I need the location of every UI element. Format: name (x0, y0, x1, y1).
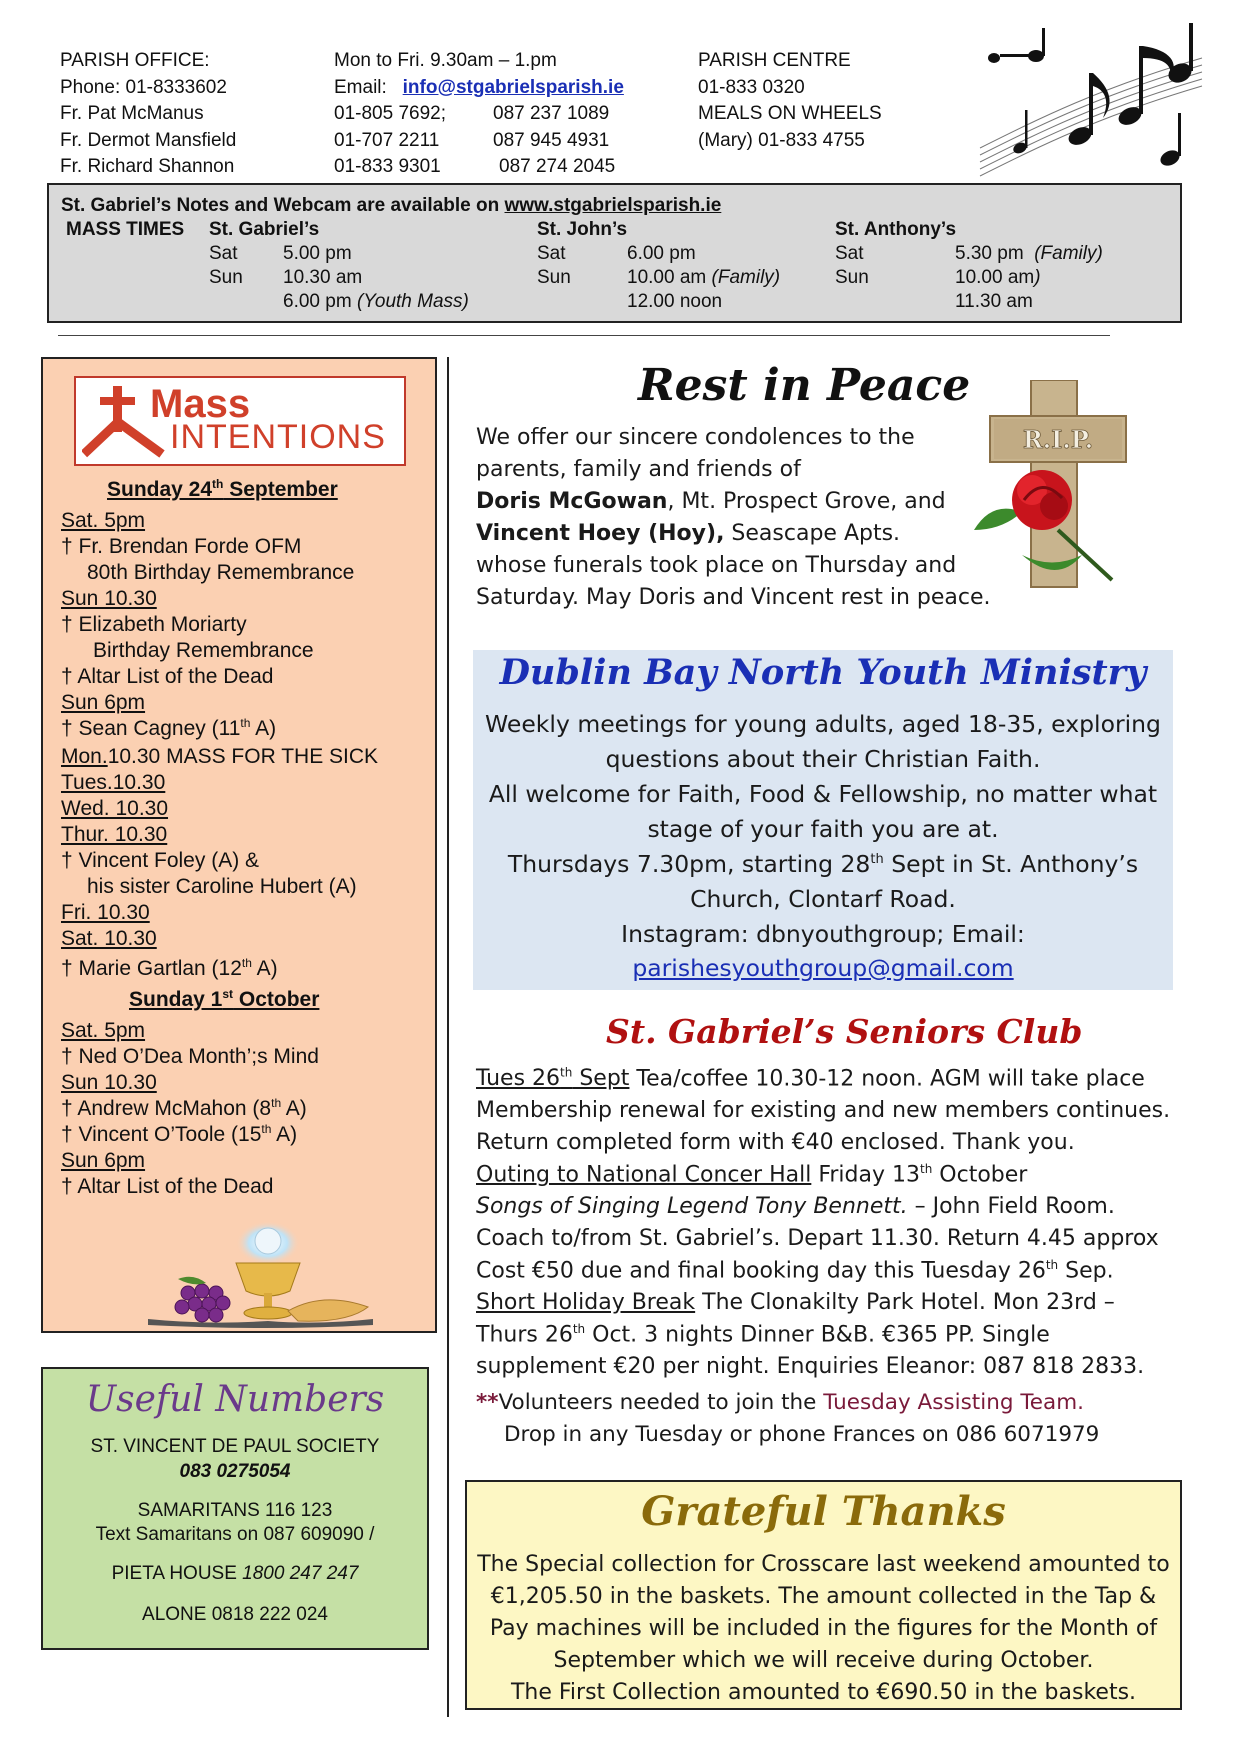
intention-altar-list-1: † Altar List of the Dead (61, 665, 274, 688)
seniors-tues-text: Tues 26 (476, 1066, 561, 1092)
email-label: Email: (334, 76, 387, 98)
mass-times-label: MASS TIMES (66, 219, 185, 240)
intention-elizabeth: † Elizabeth Moriarty (61, 613, 247, 636)
thanks-line-5: The First Collection amounted to €690.50 in the baskets. (510, 1680, 1137, 1705)
intention-brendan: † Fr. Brendan Forde OFM (61, 535, 302, 558)
centre-phone: 01-833 0320 (698, 76, 805, 98)
johns-sun: Sun (537, 267, 571, 288)
seniors-assisting-team: Tuesday Assisting Team. (823, 1390, 1084, 1415)
monday-mass (61, 745, 378, 769)
intention-marie (61, 957, 278, 981)
intention-brendan-note: 80th Birthday Remembrance (87, 561, 355, 584)
rip-line-1: We offer our sincere condolences to the (476, 425, 915, 450)
marie-sup: th (241, 956, 252, 970)
seniors-line-4-sup: th (920, 1162, 933, 1176)
priest-2: Fr. Dermot Mansfield (60, 129, 237, 151)
thursday: Thur. 10.30 (61, 823, 168, 846)
notes-notice (61, 195, 721, 217)
seniors-line-9-post: Oct. 3 nights Dinner B&B. €365 PP. Single (585, 1322, 1050, 1348)
sean-text: † Sean Cagney (11 (61, 717, 241, 740)
johns-heading: St. John’s (537, 219, 628, 240)
marie-post: A) (251, 957, 278, 980)
seniors-tues-date (476, 1066, 629, 1091)
mass-intentions-box (41, 357, 437, 1333)
votoole-post: A) (271, 1123, 298, 1146)
seniors-songs: Songs of Singing Legend Tony Bennett. (476, 1194, 908, 1219)
sean-post: A) (250, 717, 277, 740)
parish-office-block (60, 48, 236, 181)
youth-line-3: All welcome for Faith, Food & Fellowship, no matter what (488, 780, 1158, 808)
sat-5pm: Sat. 5pm (61, 509, 146, 532)
seniors-line-9-text: Thurs 26 (476, 1322, 573, 1348)
music-notes-icon (970, 18, 1212, 186)
tuesday: Tues.10.30 (61, 771, 166, 794)
seniors-line-9 (476, 1322, 1050, 1347)
office-heading: PARISH OFFICE: (60, 50, 210, 71)
meals-phone: (Mary) 01-833 4755 (698, 129, 865, 151)
andrew-post: A) (281, 1097, 307, 1120)
seniors-line-1 (476, 1066, 1145, 1091)
anthonys-sat-time-value: 5.30 pm (955, 243, 1024, 264)
alone-line: ALONE 0818 222 024 (142, 1604, 328, 1625)
seniors-line-4-text: Friday 13 (811, 1162, 920, 1188)
website-link[interactable]: www.stgabrielsparish.ie (504, 195, 722, 216)
seniors-tues-sup: th (560, 1066, 573, 1080)
gabriels-sat: Sat (209, 243, 238, 264)
anthonys-sat-time (955, 243, 1103, 265)
sun-6pm: Sun 6pm (61, 691, 146, 714)
priest-3-phone: 01-833 9301 (334, 156, 441, 177)
heading-2-text: Sunday 1 (129, 988, 223, 1011)
intention-ned: † Ned O’Dea Month’;s Mind (61, 1045, 319, 1068)
youth-line-5-text: Thursdays 7.30pm, starting 28 (507, 850, 871, 878)
seniors-title: St. Gabriel’s Seniors Club (606, 1012, 1083, 1051)
rip-name-doris: Doris McGowan (476, 489, 668, 514)
seniors-line-4 (476, 1162, 1027, 1187)
intention-andrew (61, 1097, 307, 1121)
office-hours: Mon to Fri. 9.30am – 1.pm (334, 50, 557, 71)
thanks-line-1: The Special collection for Crosscare last weekend amounted to (477, 1552, 1170, 1577)
priest-1: Fr. Pat McManus (60, 103, 204, 124)
seniors-volunteers (476, 1390, 1084, 1415)
seniors-holiday: Short Holiday Break (476, 1290, 696, 1315)
youth-mass-note: (Youth Mass) (356, 291, 469, 312)
youth-email-row (473, 954, 1173, 982)
youth-ministry-box (473, 650, 1173, 990)
monday-mass-text: 10.30 MASS FOR THE SICK (107, 745, 379, 768)
rip-name-vincent: Vincent Hoey (Hoy), (476, 521, 725, 546)
priest-1-mobile: 087 237 1089 (493, 103, 610, 124)
office-phone: Phone: 01-8333602 (60, 76, 227, 98)
seniors-line-2: Membership renewal for existing and new members continues. (476, 1098, 1171, 1123)
anthonys-sun: Sun (835, 267, 869, 288)
heading-1-text: Sunday 24 (107, 478, 213, 501)
seniors-line-3: Return completed form with €40 enclosed. Thank you. (476, 1130, 1075, 1155)
wednesday: Wed. 10.30 (61, 797, 169, 820)
youth-line-5-sup: th (870, 852, 884, 868)
rip-title: Rest in Peace (638, 360, 971, 411)
rip-line-3 (476, 489, 946, 514)
useful-numbers-title: Useful Numbers (85, 1379, 385, 1420)
andrew-sup: th (271, 1096, 282, 1110)
seniors-line-8-rest: The Clonakilty Park Hotel. Mon 23rd – (695, 1290, 1115, 1315)
youth-line-1: Weekly meetings for young adults, aged 18-35, exploring (485, 710, 1161, 738)
johns-sun-time-2: 12.00 noon (627, 291, 723, 312)
intention-altar-list-2: † Altar List of the Dead (61, 1175, 274, 1198)
heading-2-sup: st (222, 987, 234, 1001)
youth-email-link[interactable]: parishesyouthgroup@gmail.com (632, 954, 1014, 982)
youth-line-7: Instagram: dbnyouthgroup; Email: (621, 920, 1025, 948)
rip-cross-rose-icon (962, 380, 1174, 590)
rip-line-3-rest: , Mt. Prospect Grove, and (667, 489, 946, 514)
gabriels-sun-time-1: 10.30 am (283, 267, 363, 288)
gabriels-sun: Sun (209, 267, 243, 288)
seniors-line-9-sup: th (572, 1322, 586, 1336)
rip-line-4 (476, 521, 900, 546)
thanks-title: Grateful Thanks (641, 1488, 1006, 1535)
anthonys-sun-time-1-value: 10.00 am (955, 267, 1035, 288)
parish-centre-block (698, 48, 882, 154)
pieta-house (43, 1563, 427, 1585)
seniors-line-5 (476, 1194, 1115, 1219)
seniors-tues-post: Sept (572, 1066, 630, 1092)
seniors-line-7-post: Sep. (1058, 1258, 1114, 1284)
friday: Fri. 10.30 (61, 901, 150, 924)
heading-sunday-1 (129, 987, 319, 1012)
johns-sat: Sat (537, 243, 566, 264)
seniors-line-5-rest: – John Field Room. (907, 1194, 1115, 1219)
svp-name: ST. VINCENT DE PAUL SOCIETY (90, 1436, 380, 1457)
seniors-line-7 (476, 1258, 1114, 1283)
centre-heading: PARISH CENTRE (698, 50, 851, 71)
logo-word-intentions: INTENTIONS (170, 418, 386, 456)
marie-text: † Marie Gartlan (12 (61, 957, 242, 980)
intention-vincent-otoole (61, 1123, 297, 1147)
sean-sup: th (240, 716, 251, 730)
rip-line-5: whose funerals took place on Thursday and (476, 553, 957, 578)
youth-line-2: questions about their Christian Faith. (605, 745, 1041, 773)
mass-times-box (47, 183, 1182, 323)
priest-1-phone: 01-805 7692; (334, 103, 446, 124)
saturday-1030: Sat. 10.30 (61, 927, 157, 950)
thanks-line-3: Pay machines will be included in the figures for the Month of (489, 1616, 1158, 1641)
rip-line-2: parents, family and friends of (476, 457, 801, 482)
seniors-volunteers-text: Volunteers needed to join the (498, 1390, 824, 1415)
seniors-line-6: Coach to/from St. Gabriel’s. Depart 11.30. Return 4.45 approx (476, 1226, 1159, 1251)
gabriels-sun-time-2 (283, 291, 469, 313)
seniors-line-7-sup: th (1045, 1258, 1059, 1272)
intention-vincent-foley: † Vincent Foley (A) & (61, 849, 260, 872)
votoole-sup: th (261, 1122, 272, 1136)
seniors-line-10: supplement €20 per night. Enquiries Eleanor: 087 818 2833. (476, 1354, 1145, 1379)
email-row (334, 75, 624, 102)
rip-line-4-rest: Seascape Apts. (724, 521, 901, 546)
johns-sun-time-1 (627, 267, 780, 289)
seniors-outing: Outing to National Concer Hall (476, 1162, 812, 1188)
useful-numbers-box (41, 1367, 429, 1650)
priest-3: Fr. Richard Shannon (60, 156, 235, 177)
seniors-line-1-rest: Tea/coffee 10.30-12 noon. AGM will take place (629, 1066, 1145, 1092)
gabriels-sat-time: 5.00 pm (283, 243, 352, 264)
mass-intentions-logo (74, 376, 406, 466)
separator-line (58, 335, 1110, 336)
youth-line-4: stage of your faith you are at. (647, 815, 999, 843)
priest-3-mobile: 087 274 2045 (499, 156, 616, 177)
sun-6pm-oct: Sun 6pm (61, 1149, 146, 1172)
intention-caroline: his sister Caroline Hubert (A) (87, 875, 357, 898)
thanks-line-2: €1,205.50 in the baskets. The amount collected in the Tap & (490, 1584, 1157, 1609)
johns-family-note: (Family) (711, 267, 781, 288)
youth-line-5-post: Sept in St. Anthony’s (883, 850, 1139, 878)
anthonys-family-note: (Family) (1034, 243, 1103, 264)
heading-2-month: October (233, 988, 320, 1011)
samaritans: SAMARITANS 116 123 (137, 1500, 333, 1521)
anthonys-heading: St. Anthony’s (835, 219, 957, 240)
text-samaritans: Text Samaritans on 087 609090 / (95, 1524, 375, 1545)
notes-notice-text: St. Gabriel’s Notes and Webcam are available on (61, 195, 500, 216)
seniors-line-7-text: Cost €50 due and final booking day this Tuesday 26 (476, 1258, 1046, 1284)
gabriels-heading: St. Gabriel’s (209, 219, 320, 240)
column-divider (447, 357, 449, 1717)
votoole-text: † Vincent O’Toole (15 (61, 1123, 262, 1146)
meals-heading: MEALS ON WHEELS (698, 103, 882, 124)
heading-1-sup: th (212, 477, 224, 491)
logo-word-mass: Mass (150, 382, 251, 426)
parish-email-link[interactable]: info@stgabrielsparish.ie (402, 76, 624, 98)
rip-plaque-text: R.I.P. (1022, 425, 1094, 454)
anthonys-sat: Sat (835, 243, 864, 264)
intention-sean (61, 717, 276, 741)
seniors-line-4-post: October (932, 1162, 1028, 1188)
mobile-phones-block (493, 101, 615, 181)
thanks-line-4: September which we will receive during October. (553, 1648, 1094, 1673)
svp-phone: 083 0275054 (179, 1461, 291, 1482)
anthonys-sun-time-2: 11.30 am (955, 291, 1033, 312)
heading-1-month: September (223, 478, 338, 501)
johns-sat-time: 6.00 pm (627, 243, 696, 264)
youth-title: Dublin Bay North Youth Ministry (499, 652, 1147, 693)
sun-1030-oct: Sun 10.30 (61, 1071, 157, 1094)
gabriels-sun-time-2-value: 6.00 pm (283, 291, 352, 312)
pieta-label: PIETA HOUSE (111, 1563, 237, 1584)
priest-2-phone: 01-707 2211 (334, 129, 440, 151)
pieta-phone: 1800 247 247 (242, 1563, 359, 1584)
rip-line-6: Saturday. May Doris and Vincent rest in peace. (476, 585, 991, 610)
youth-line-5 (473, 850, 1173, 878)
chalice-bread-grapes-icon (148, 1221, 378, 1329)
anthonys-sun-time-1 (955, 267, 1041, 289)
grateful-thanks-box (465, 1480, 1182, 1710)
johns-sun-time-1-value: 10.00 am (627, 267, 707, 288)
youth-line-6: Church, Clontarf Road. (690, 885, 956, 913)
monday-label: Mon. (61, 745, 108, 768)
seniors-line-8 (476, 1290, 1115, 1315)
sat-5pm-oct: Sat. 5pm (61, 1019, 146, 1042)
priest-2-mobile: 087 945 4931 (493, 129, 610, 151)
intention-elizabeth-note: Birthday Remembrance (93, 639, 314, 662)
andrew-text: † Andrew McMahon (8 (61, 1097, 272, 1120)
seniors-stars: ** (476, 1390, 499, 1415)
seniors-drop-in: Drop in any Tuesday or phone Frances on 086 6071979 (504, 1422, 1100, 1447)
sun-1030: Sun 10.30 (61, 587, 157, 610)
anthonys-paren: ) (1034, 267, 1041, 288)
heading-sunday-24 (107, 477, 338, 502)
